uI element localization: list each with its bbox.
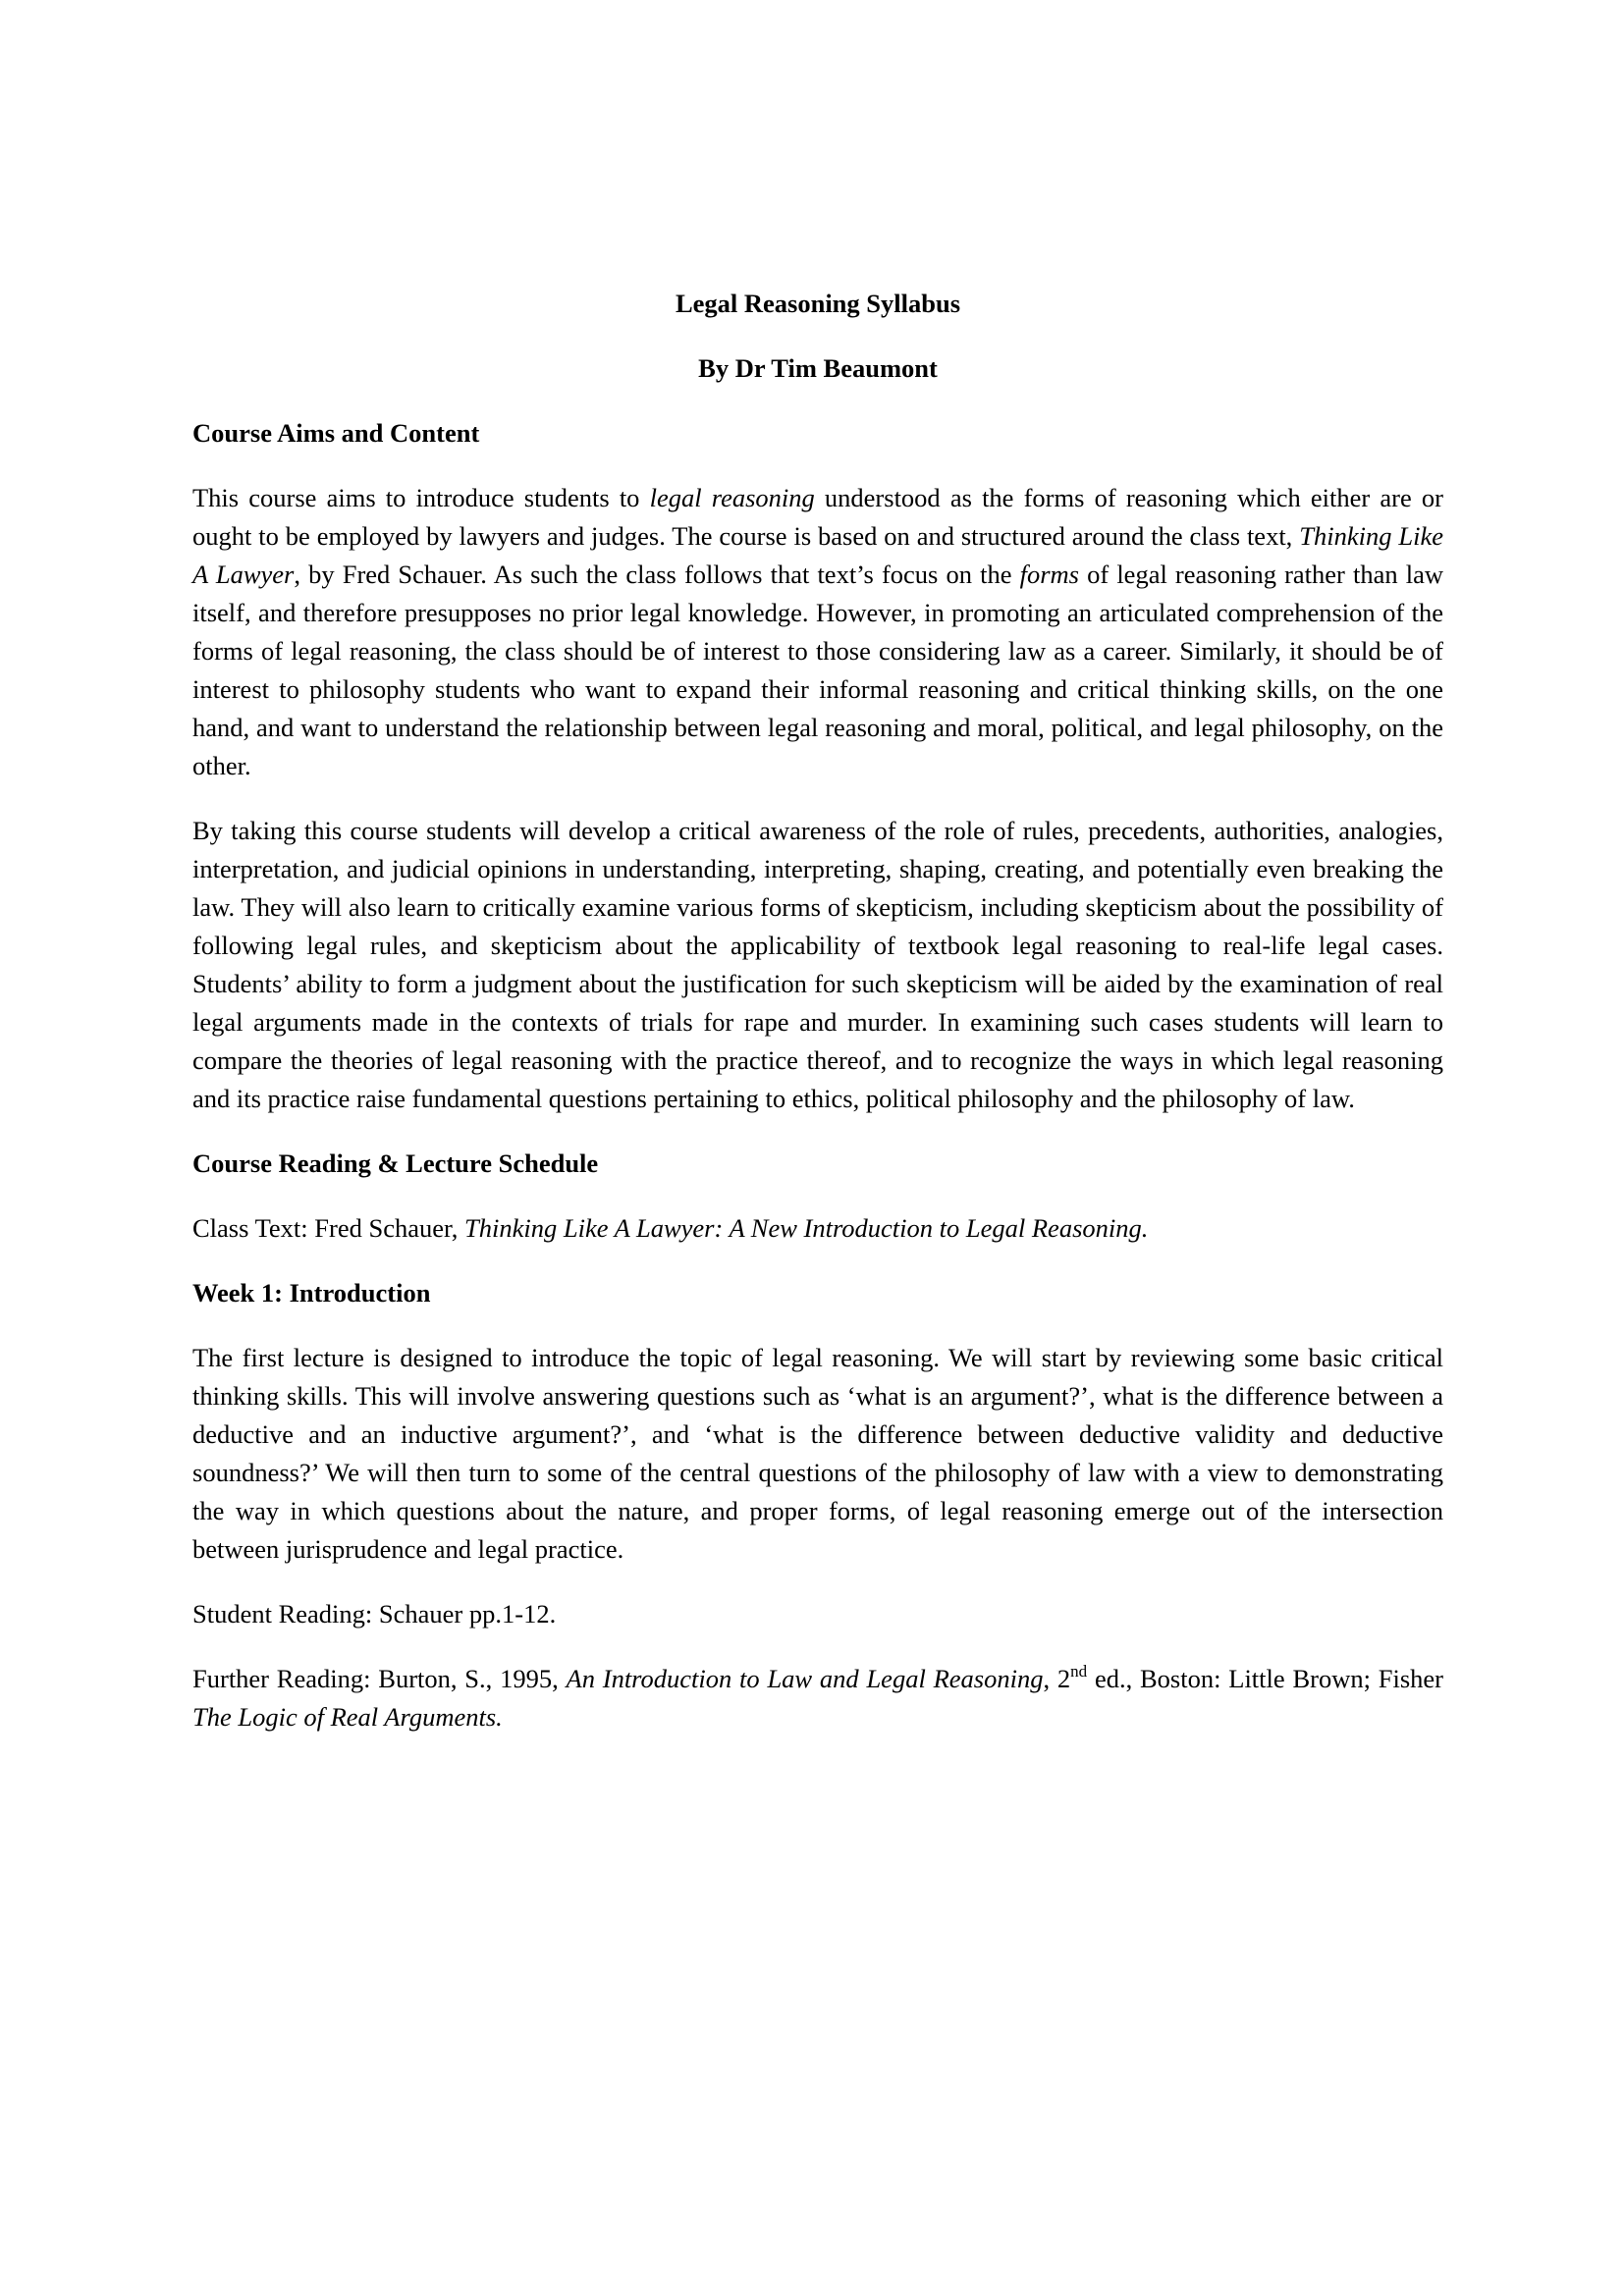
class-text-line bbox=[192, 1209, 1443, 1248]
section-heading-schedule: Course Reading & Lecture Schedule bbox=[192, 1148, 599, 1178]
aims-paragraph-1 bbox=[192, 479, 1443, 785]
week-1-student-reading: Student Reading: Schauer pp.1-12. bbox=[192, 1599, 557, 1629]
further-reading-text-b: , 2 bbox=[1043, 1664, 1071, 1693]
aims-p1-emphasis-forms: forms bbox=[1019, 560, 1079, 589]
further-reading-text-c: ed., Boston: Little Brown; Fisher bbox=[1087, 1664, 1443, 1693]
week-1-further-reading bbox=[192, 1660, 1443, 1736]
class-text-title: Thinking Like A Lawyer: A New Introduction to Legal Reasoning. bbox=[464, 1213, 1149, 1243]
aims-p1-text-d: of legal reasoning rather than law itself, and therefore presupposes no prior legal knowledge. However, in promoting an articulated comprehension of the forms of legal reasoning, the class should be of interest to those considering law as a career. Similarly, it should be of interest to philosophy students who want to expand their informal reasoning and critical thinking skills, on the one hand, and want to understand the relationship between legal reasoning and moral, political, and legal philosophy, on the other. bbox=[192, 560, 1443, 780]
week-1-body: The first lecture is designed to introduce the topic of legal reasoning. We will start by reviewing some basic critical thinking skills. This will involve answering questions such as ‘what is an argument?’, what is the difference between a deductive and an inductive argument?’, and ‘what is the difference between deductive validity and deductive soundness?’ We will then turn to some of the central questions of the philosophy of law with a view to demonstrating the way in which questions about the nature, and proper forms, of legal reasoning emerge out of the intersection between jurisprudence and legal practice. bbox=[192, 1343, 1443, 1564]
further-reading-superscript: nd bbox=[1070, 1662, 1088, 1681]
aims-p1-text-b: understood as the forms of reasoning which either are or ought to be employed by lawyers and judges. The course is based on and structured around the class text, bbox=[192, 483, 1443, 551]
author-line: By Dr Tim Beaumont bbox=[698, 353, 938, 383]
further-reading-title-burton: An Introduction to Law and Legal Reasoning bbox=[566, 1664, 1044, 1693]
aims-p1-text-c: , by Fred Schauer. As such the class follows that text’s focus on the bbox=[294, 560, 1020, 589]
document-page bbox=[192, 285, 1443, 1763]
aims-paragraph-2: By taking this course students will develop a critical awareness of the role of rules, precedents, authorities, analogies, interpretation, and judicial opinions in understanding, interpreting, shaping, creating, and potentially even breaking the law. They will also learn to critically examine various forms of skepticism, including skepticism about the possibility of following legal rules, and skepticism about the applicability of textbook legal reasoning to real-life legal cases. Students’ ability to form a judgment about the justification for such skepticism will be aided by the examination of real legal arguments made in the contexts of trials for rape and murder. In examining such cases students will learn to compare the theories of legal reasoning with the practice thereof, and to recognize the ways in which legal reasoning and its practice raise fundamental questions pertaining to ethics, political philosophy and the philosophy of law. bbox=[192, 816, 1443, 1113]
further-reading-title-fisher: The Logic of Real Arguments. bbox=[192, 1702, 503, 1732]
aims-p1-emphasis-legal-reasoning: legal reasoning bbox=[649, 483, 815, 512]
section-heading-aims: Course Aims and Content bbox=[192, 418, 480, 448]
class-text-prefix: Class Text: Fred Schauer, bbox=[192, 1213, 465, 1243]
aims-p1-emphasis-book-title: Thinking Like A Lawyer bbox=[192, 521, 1443, 589]
document-title: Legal Reasoning Syllabus bbox=[675, 289, 961, 318]
aims-p1-text-a: This course aims to introduce students to bbox=[192, 483, 650, 512]
week-1-heading: Week 1: Introduction bbox=[192, 1278, 431, 1308]
further-reading-text-a: Further Reading: Burton, S., 1995, bbox=[192, 1664, 567, 1693]
